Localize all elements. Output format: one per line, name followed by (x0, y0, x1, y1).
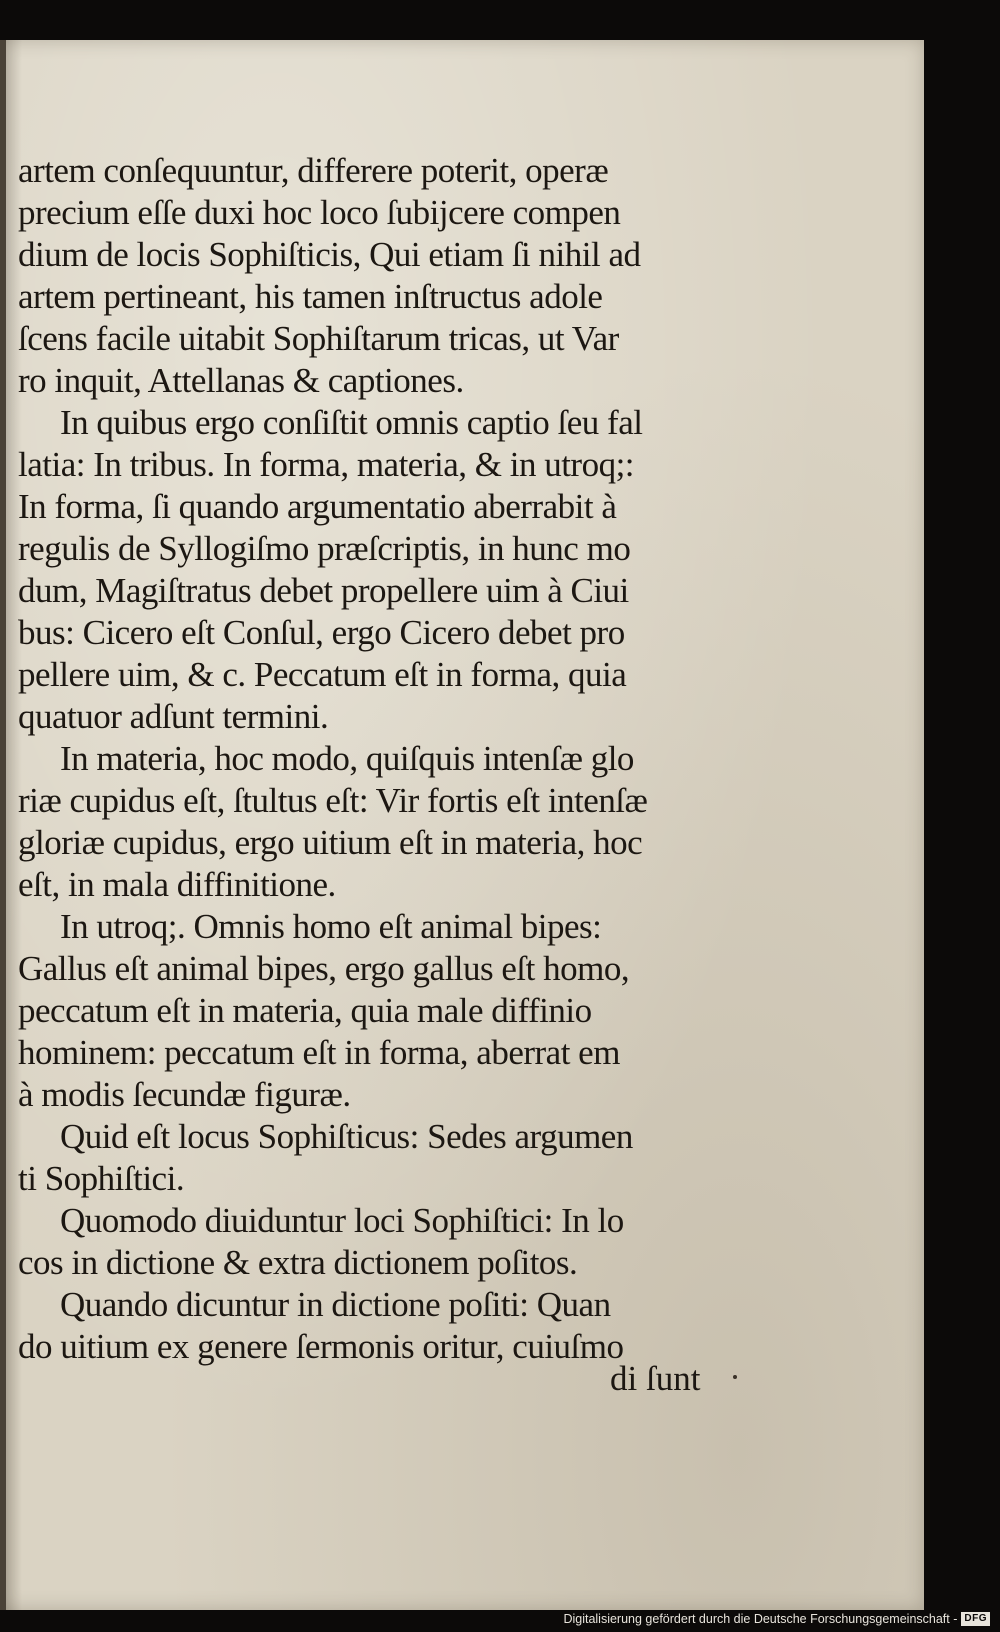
text-line: Quid eſt locus Sophiſticus: Sedes argumen (60, 1117, 633, 1156)
text-line: eſt, in mala diffinitione. (18, 865, 336, 904)
text-line: artem conſequuntur, differere poterit, operæ (18, 151, 609, 190)
text-line: In materia, hoc modo, quiſquis intenſæ glo (60, 739, 634, 778)
text-line: dium de locis Sophiſticis, Qui etiam ſi nihil ad (18, 235, 641, 274)
digitization-footer (563, 1610, 990, 1628)
text-line: pellere uim, & c. Peccatum eſt in forma, quia (18, 655, 627, 694)
text-line: bus: Cicero eſt Conſul, ergo Cicero debet pro (18, 613, 625, 652)
text-line: Quando dicuntur in dictione poſiti: Quan (60, 1285, 611, 1324)
text-line: riæ cupidus eſt, ſtultus eſt: Vir fortis eſt intenſæ (18, 781, 648, 820)
ink-speck (733, 1375, 737, 1379)
page-binding-edge (0, 40, 6, 1610)
funding-credit: Digitalisierung gefördert durch die Deutsche Forschungsgemeinschaft - (563, 1612, 958, 1626)
catchword: di ſunt (610, 1359, 701, 1398)
text-line: gloriæ cupidus, ergo uitium eſt in materia, hoc (18, 823, 643, 862)
text-line: ſcens facile uitabit Sophiſtarum tricas, ut Var (18, 319, 619, 358)
text-line: In forma, ſi quando argumentatio aberrabit à (18, 487, 617, 526)
text-line: regulis de Syllogiſmo præſcriptis, in hunc mo (18, 529, 631, 568)
text-line: quatuor adſunt termini. (18, 697, 329, 736)
text-line: cos in dictione & extra dictionem poſitos. (18, 1243, 578, 1282)
text-line: latia: In tribus. In forma, materia, & in utroq;: (18, 445, 635, 484)
text-line: In utroq;. Omnis homo eſt animal bipes: (60, 907, 602, 946)
text-line: precium eſſe duxi hoc loco ſubijcere compen (18, 193, 621, 232)
text-line: ro inquit, Attellanas & captiones. (18, 361, 464, 400)
text-line: In quibus ergo conſiſtit omnis captio ſeu fal (60, 403, 643, 442)
text-line: peccatum eſt in materia, quia male diffinio (18, 991, 592, 1030)
text-line: Quomodo diuiduntur loci Sophiſtici: In lo (60, 1201, 624, 1240)
text-line: do uitium ex genere ſermonis oritur, cuiuſmo (18, 1327, 624, 1366)
text-line: artem pertineant, his tamen inſtructus adole (18, 277, 603, 316)
text-line: dum, Magiſtratus debet propellere uim à Ciui (18, 571, 629, 610)
text-line: Gallus eſt animal bipes, ergo gallus eſt homo, (18, 949, 630, 988)
text-line: hominem: peccatum eſt in forma, aberrat em (18, 1033, 620, 1072)
text-line: ti Sophiſtici. (18, 1159, 185, 1198)
dfg-logo: DFG (961, 1612, 990, 1626)
text-line: à modis ſecundæ figuræ. (18, 1075, 351, 1114)
